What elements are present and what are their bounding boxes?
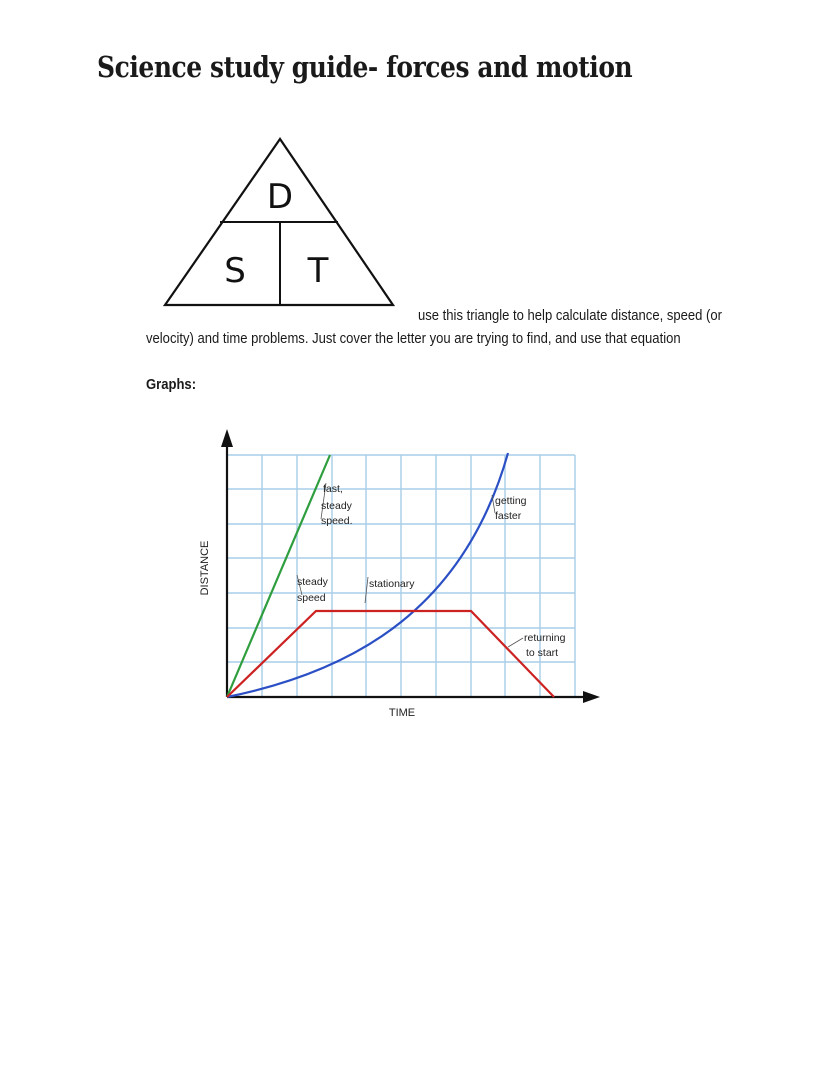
triangle-letter-t: T xyxy=(307,251,329,291)
distance-time-graph xyxy=(190,425,610,725)
label-faster: faster xyxy=(495,510,522,522)
triangle-letter-s: S xyxy=(224,251,246,291)
label-fast: fast, xyxy=(323,483,343,495)
label-getting: getting xyxy=(495,495,527,507)
label-stationary: stationary xyxy=(369,578,415,590)
description-line-2: velocity) and time problems. Just cover the letter you are trying to find, and use that equation xyxy=(146,331,681,347)
x-axis-label: TIME xyxy=(388,707,416,719)
annotation-stationary xyxy=(365,577,415,603)
label-to-start: to start xyxy=(526,647,559,659)
graphs-label: Graphs: xyxy=(146,377,197,393)
label-steady-speed: speed xyxy=(297,592,326,604)
label-steady: steady xyxy=(297,576,328,588)
label-fast-speed: speed. xyxy=(321,515,353,527)
triangle-letter-d: D xyxy=(266,177,294,217)
description-line-1: use this triangle to help calculate distance, speed (or xyxy=(418,308,722,324)
annotation-returning-to-start xyxy=(508,632,566,659)
page-title: Science study guide- forces and motion xyxy=(97,50,633,84)
distance-speed-time-triangle xyxy=(160,136,400,308)
label-returning: returning xyxy=(524,632,566,644)
annotation-getting-faster xyxy=(492,495,527,522)
label-fast-steady: steady xyxy=(321,500,352,512)
y-axis-label: DISTANCE xyxy=(199,540,211,596)
annotation-steady-speed xyxy=(297,575,329,604)
